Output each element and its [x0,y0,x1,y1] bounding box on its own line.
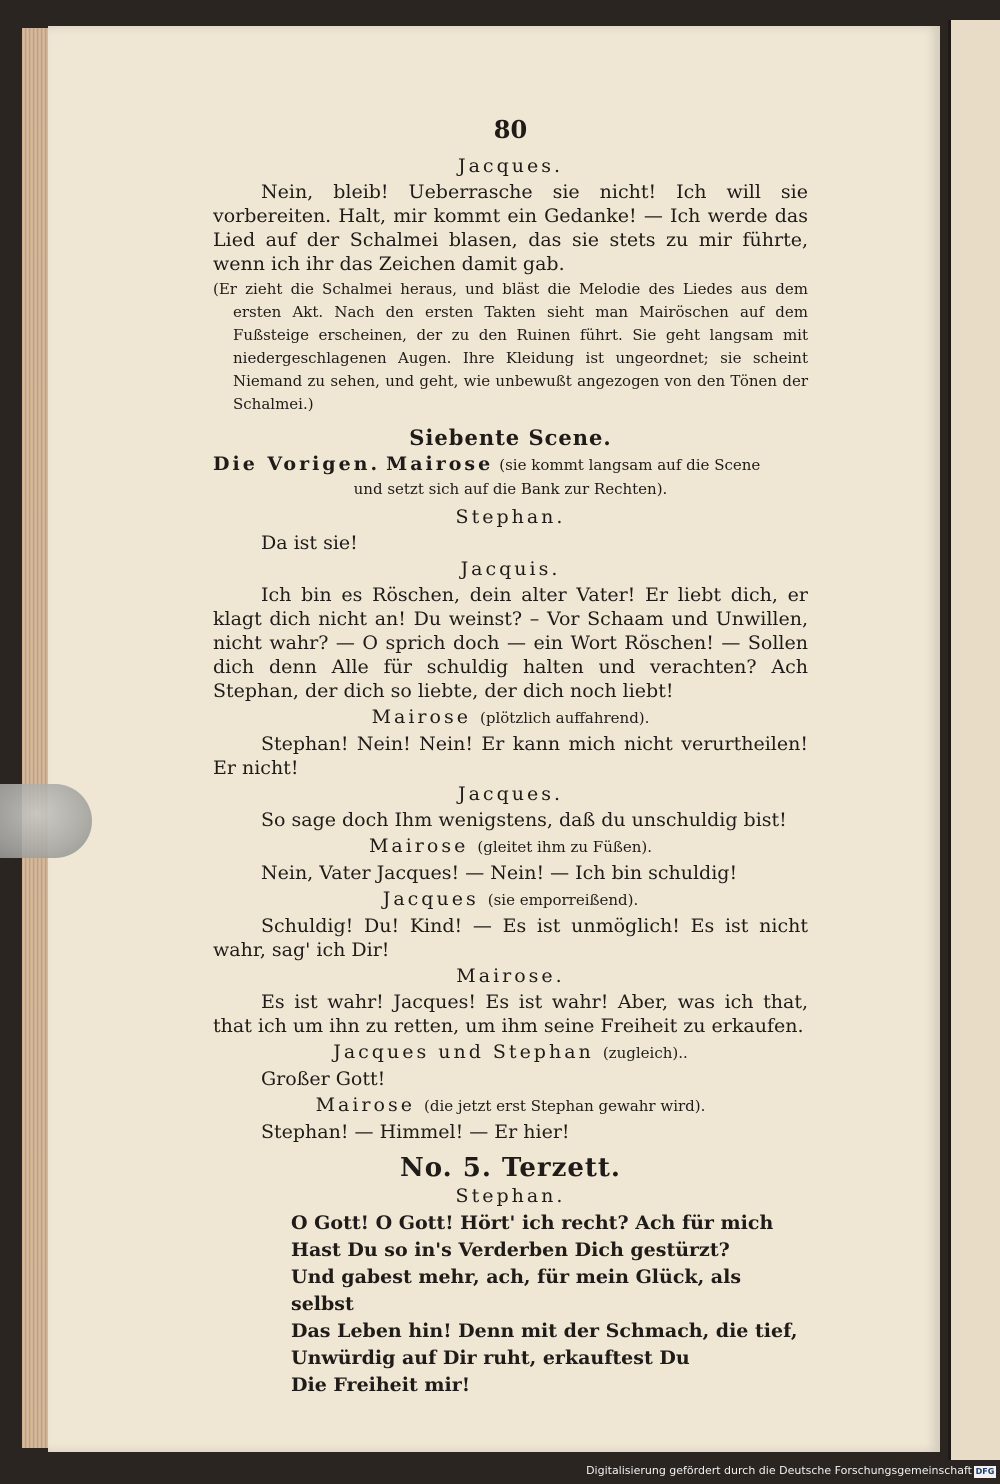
dialogue-paragraph: Schuldig! Du! Kind! — Es ist unmöglich! Es ist nicht wahr, sag' ich Dir! [213,915,808,961]
dialogue-paragraph: Stephan! Nein! Nein! Er kann mich nicht verurtheilen! Er nicht! [213,733,808,779]
cast-direction-cont: und setzt sich auf die Bank zur Rechten). [353,480,668,498]
speaker-name: Mairose [315,1094,415,1116]
speaker-mairose [213,705,808,730]
cast-list [213,452,808,501]
speaker-jacques: Jacques. [457,783,564,805]
speaker-mairose: Mairose. [456,965,565,987]
dialogue-paragraph: Großer Gott! [261,1068,386,1090]
speaker-stephan: Stephan. [455,1185,566,1207]
page-number: 80 [493,115,528,144]
speaker-direction: (plötzlich auffahrend). [479,709,650,727]
musical-number-title: No. 5. Terzett. [400,1153,621,1183]
verse-line: Unwürdig auf Dir ruht, erkauftest Du [291,1347,690,1369]
cast-mairose: Mairose [386,453,494,475]
dfg-logo: DFG [975,1467,995,1476]
thumb-shadow [0,784,92,858]
speaker-direction: (zugleich).. [602,1044,688,1062]
speaker-jacquis: Jacquis. [460,558,561,580]
dialogue-paragraph: So sage doch Ihm wenigstens, daß du unschuldig bist! [261,809,787,831]
footer-credit: Digitalisierung gefördert durch die Deutsche Forschungsgemeinschaft [586,1464,972,1477]
speaker-name: Jacques und Stephan [333,1041,594,1063]
scene-title: Siebente Scene. [409,425,612,450]
speaker-mairose [213,1093,808,1118]
speaker-direction: (gleitet ihm zu Füßen). [477,838,653,856]
speaker-name: Mairose [368,835,469,857]
speaker-mairose [213,834,808,859]
speaker-name: Jacques [382,888,479,910]
verse-line: Hast Du so in's Verderben Dich gestürzt? [291,1239,730,1261]
dialogue-paragraph: Nein, Vater Jacques! — Nein! — Ich bin schuldig! [261,862,738,884]
cast-direction: (sie kommt langsam auf die Scene [499,456,761,474]
speaker-jacques [213,887,808,912]
dialogue-paragraph: Ich bin es Röschen, dein alter Vater! Er liebt dich, er klagt dich nicht an! Du weinst? – Vor Schaam und Unwillen, nicht wahr? — O sprich doch — ein Wort Röschen! — Sollen dich denn Alle für schuldig halten und verachten? Ach Stephan, der dich so liebte, der dich noch liebt! [213,584,808,702]
dialogue-paragraph: Nein, bleib! Ueberrasche sie nicht! Ich will sie vorbereiten. Halt, mir kommt ein Gedanke! — Ich werde das Lied auf der Schalmei blasen, das sie stets zu mir führte, wenn ich ihr das Zeichen damit gab. [213,181,808,275]
verse-block [291,1210,808,1399]
verse-line: Das Leben hin! Denn mit der Schmach, die tief, [291,1320,798,1342]
facing-page-edge [948,20,1000,1460]
verse-line: Die Freiheit mir! [291,1374,471,1396]
stage-direction: (Er zieht die Schalmei heraus, und bläst die Melodie des Liedes aus dem ersten Akt. Nach den ersten Takten sieht man Mairöschen auf dem Fußsteige erscheinen, der zu den Ruinen führt. Sie geht langsam mit niedergeschlagenen Augen. Ihre Kleidung ist ungeordnet; sie scheint Niemand zu sehen, und geht, wie unbewußt angezogen von den Tönen der Schalmei.) [213,280,808,413]
page-text [213,115,808,1399]
dialogue-paragraph: Stephan! — Himmel! — Er hier! [261,1121,570,1143]
verse-line: Und gabest mehr, ach, für mein Glück, als selbst [291,1266,742,1315]
speaker-name: Mairose [371,706,471,728]
verse-line: O Gott! O Gott! Hört' ich recht? Ach für mich [291,1212,774,1234]
speaker-jacques: Jacques. [457,155,564,177]
dialogue-paragraph: Da ist sie! [261,532,358,554]
cast-names: Die Vorigen. [213,453,381,475]
speaker-direction: (die jetzt erst Stephan gewahr wird). [424,1097,706,1115]
speaker-jacques-stephan [213,1040,808,1065]
dialogue-paragraph: Es ist wahr! Jacques! Es ist wahr! Aber, was ich that, that ich um ihn zu retten, um ihm seine Freiheit zu erkaufen. [213,991,808,1037]
speaker-direction: (sie emporreißend). [487,891,639,909]
speaker-stephan: Stephan. [455,506,566,528]
